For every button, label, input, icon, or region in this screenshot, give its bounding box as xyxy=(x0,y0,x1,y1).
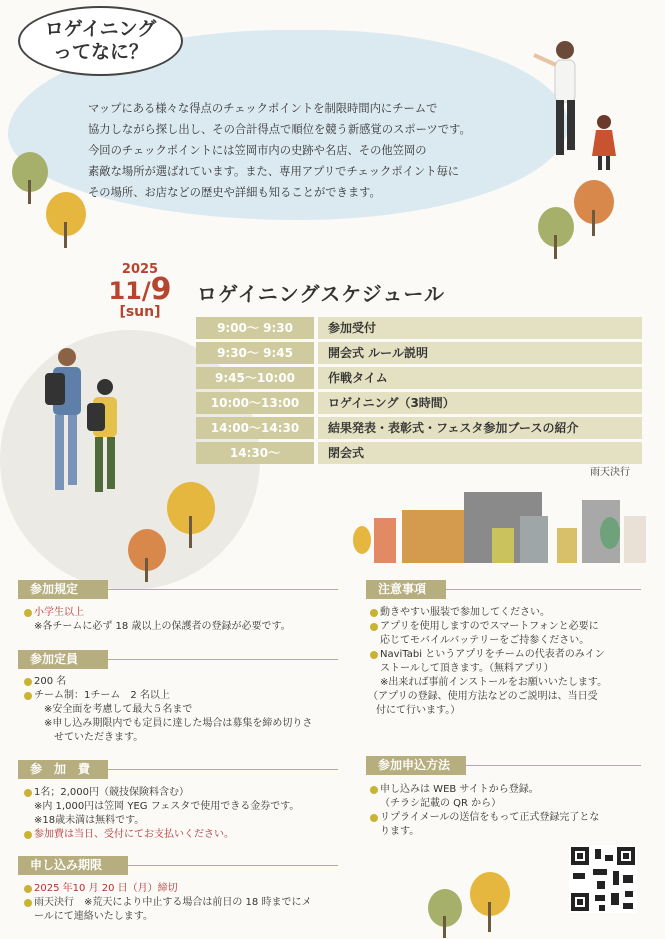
schedule-desc: 作戦タイム xyxy=(318,367,642,389)
tree-icon xyxy=(425,888,465,938)
deadline-body xyxy=(22,882,352,924)
schedule-row xyxy=(196,367,642,389)
bubble-line2: ってなに？ xyxy=(52,41,148,63)
apply-title: 参加申込方法 xyxy=(378,758,451,772)
list-note: ※申し込み期限内でも定員に達した場合は募集を締め切りさ xyxy=(44,718,313,729)
family-illustration xyxy=(520,30,640,180)
speech-bubble xyxy=(18,6,183,76)
event-year: 2025 xyxy=(121,262,159,277)
list-note: ※内 1,000円は笠岡 YEG フェスタで使用できる金券です。 xyxy=(34,801,300,812)
schedule-row xyxy=(196,392,642,414)
list-note: せていただきます。 xyxy=(54,732,144,743)
list-item: 動きやすい服装で参加してください。 xyxy=(368,606,648,620)
notes-title: 注意事項 xyxy=(378,582,427,596)
schedule-row xyxy=(196,317,642,339)
event-day: 9 xyxy=(150,272,172,307)
deadline-heading xyxy=(18,856,128,875)
deadline-title: 申し込み期限 xyxy=(30,858,103,872)
intro-line: マップにある様々な得点のチェックポイントを制限時間内にチームで xyxy=(88,102,438,115)
list-item: 2025 年10 月 20 日（月）締切 xyxy=(22,882,352,896)
capacity-heading xyxy=(18,650,108,669)
notes-extra: 付にて行います。） xyxy=(376,705,461,716)
intro-text xyxy=(88,98,528,203)
schedule-table xyxy=(196,317,642,467)
list-item: 小学生以上 xyxy=(22,606,342,620)
schedule-row xyxy=(196,342,642,364)
schedule-desc: ロゲイニング（3時間） xyxy=(318,392,642,414)
list-item: 参加費は当日、受付にてお支払いください。 xyxy=(22,828,352,842)
schedule-time: 10:00〜13:00 xyxy=(196,392,314,414)
fee-heading xyxy=(18,760,108,779)
schedule-row xyxy=(196,442,642,464)
list-item: 雨天決行 ※荒天により中止する場合は前日の 18 時までにメ xyxy=(22,896,352,910)
tree-icon xyxy=(44,190,88,250)
capacity-body xyxy=(22,675,352,745)
list-item: アプリを使用しますのでスマートフォンと必要に xyxy=(368,620,648,634)
list-item: リプライメールの送信をもって正式登録完了とな xyxy=(368,811,648,825)
capacity-title: 参加定員 xyxy=(30,652,79,666)
schedule-row xyxy=(196,417,642,439)
schedule-desc: 参加受付 xyxy=(318,317,642,339)
bubble-line1: ロゲイニング xyxy=(44,18,157,40)
intro-line: 協力しながら探し出し、その合計得点で順位を競う新感覚のスポーツです。 xyxy=(88,123,471,136)
intro-line: その場所、お店などの歴史や詳細も知ることができます。 xyxy=(88,186,381,199)
hikers-illustration xyxy=(35,345,135,510)
schedule-desc: 開会式 ルール説明 xyxy=(318,342,642,364)
fee-title: 参 加 費 xyxy=(30,762,91,776)
list-note: （チラシ記載の QR から） xyxy=(380,798,502,809)
list-note: ※出来れば事前インストールをお願いいたします。 xyxy=(380,677,608,688)
rain-note: 雨天決行 xyxy=(590,467,630,478)
list-item: NaviTabi というアプリをチームの代表者のみイン xyxy=(368,648,648,662)
list-note: ります。 xyxy=(380,826,420,837)
apply-body xyxy=(368,783,648,839)
list-item: 200 名 xyxy=(22,675,352,689)
schedule-time: 9:00〜 9:30 xyxy=(196,317,314,339)
qr-code[interactable] xyxy=(569,845,637,913)
schedule-time: 9:30〜 9:45 xyxy=(196,342,314,364)
schedule-time: 9:45〜10:00 xyxy=(196,367,314,389)
list-item: チーム制：1チーム 2 名以上 xyxy=(22,689,352,703)
list-note: 応じてモバイルバッテリーをご持参ください。 xyxy=(380,635,590,646)
rules-body xyxy=(22,606,342,634)
event-month: 11/ xyxy=(108,277,151,305)
tree-icon xyxy=(572,178,616,238)
notes-body xyxy=(368,606,648,718)
list-note: ※安全面を考慮して最大５名まで xyxy=(44,704,193,715)
tree-icon xyxy=(536,205,576,260)
tree-icon xyxy=(468,870,512,934)
intro-line: 今回のチェックポイントには笠岡市内の史跡や名店、その他笠岡の xyxy=(88,144,427,157)
event-month-day xyxy=(100,272,180,307)
list-note: ※各チームに必ず 18 歳以上の保護者の登録が必要です。 xyxy=(34,621,291,632)
town-illustration xyxy=(352,488,657,563)
event-weekday: [sun] xyxy=(119,304,161,320)
list-note: ールにて連絡いたします。 xyxy=(34,911,153,922)
intro-line: 素敵な場所が選ばれています。また、専用アプリでチェックポイント毎に xyxy=(88,165,460,178)
fee-body xyxy=(22,786,352,842)
notes-heading xyxy=(366,580,446,599)
schedule-time: 14:00〜14:30 xyxy=(196,417,314,439)
tree-icon xyxy=(165,480,217,550)
schedule-desc: 閉会式 xyxy=(318,442,642,464)
schedule-desc: 結果発表・表彰式・フェスタ参加ブースの紹介 xyxy=(318,417,642,439)
list-note: ストールして頂きます。（無料アプリ） xyxy=(380,663,554,674)
tree-icon xyxy=(126,528,168,584)
list-note: ※18歳未満は無料です。 xyxy=(34,815,145,826)
apply-heading xyxy=(366,756,466,775)
rules-heading xyxy=(18,580,108,599)
list-item: 申し込みは WEB サイトから登録。 xyxy=(368,783,648,797)
rules-title: 参加規定 xyxy=(30,582,79,596)
notes-extra: （アプリの登録、使用方法などのご説明は、当日受 xyxy=(368,691,598,702)
schedule-title: ロゲイニングスケジュール xyxy=(197,282,445,306)
list-item: 1名；2,000円（競技保険料含む） xyxy=(22,786,352,800)
schedule-time: 14:30〜 xyxy=(196,442,314,464)
event-date xyxy=(100,262,180,320)
